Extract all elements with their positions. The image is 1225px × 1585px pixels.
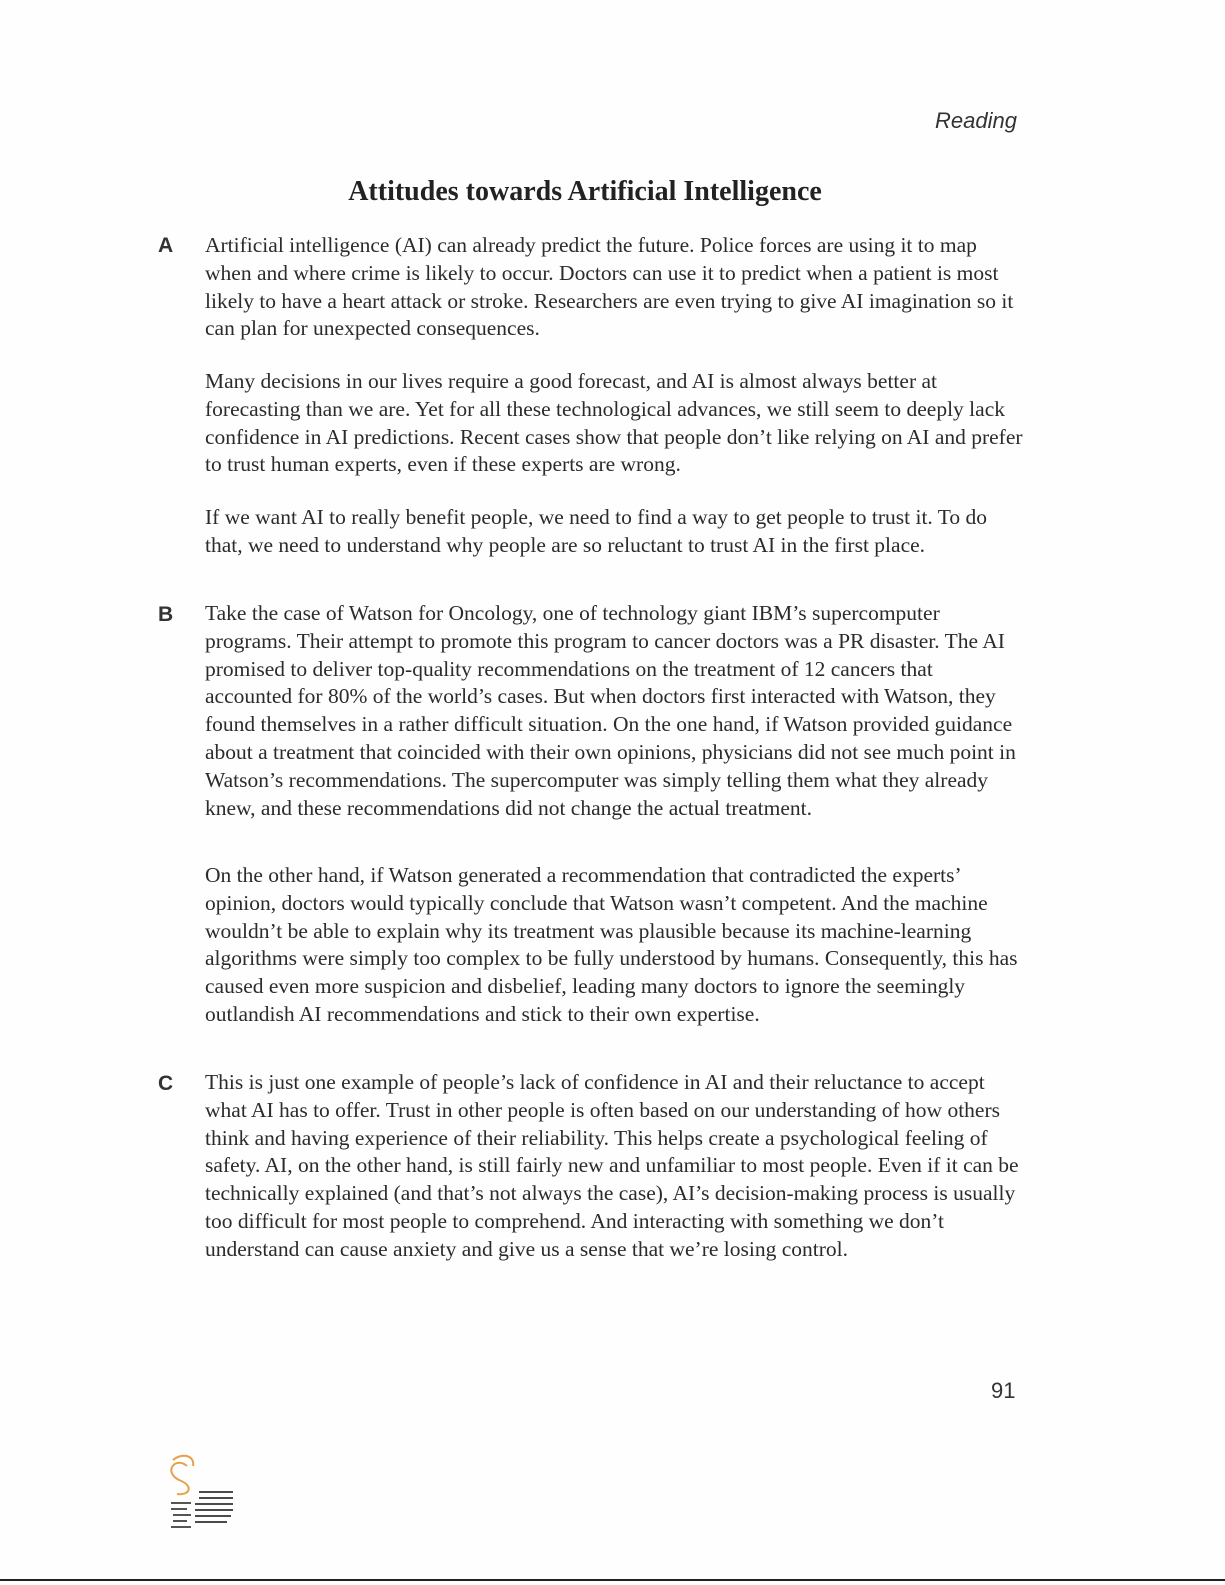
- paragraph-b-1: Take the case of Watson for Oncology, one of technology giant IBM’s supercomputer programs. Their attempt to promote this program to cancer doctors was a PR disaster. The AI promised to deliver top-quality recommendations on the treatment of 12 cancers that accounted for 80% of the world’s cases. But when doctors first interacted with Watson, they found themselves in a rather difficult situation. On the one hand, if Watson provided guidance about a treatment that coincided with their own opinions, physicians did not see much point in Watson’s recommendations. The supercomputer was simply telling them what they already knew, and these recommendations did not change the actual treatment.: [205, 601, 1016, 820]
- section-letter-a: A: [158, 234, 174, 257]
- section-letter-c: C: [158, 1072, 174, 1095]
- article-title: Attitudes towards Artificial Intelligence: [348, 176, 822, 207]
- paragraph-a-1: Artificial intelligence (AI) can already predict the future. Police forces are using it to map when and where crime is likely to occur. Doctors can use it to predict when a patient is most likely to have a heart attack or stroke. Researchers are even trying to give AI imagination so it can plan for unexpected consequences.: [205, 233, 1014, 341]
- section-letter-b: B: [158, 603, 174, 626]
- paragraph-a-3: If we want AI to really benefit people, we need to find a way to get people to trust it. To do that, we need to understand why people are so reluctant to trust AI in the first place.: [205, 505, 988, 557]
- paragraph-a-2: Many decisions in our lives require a good forecast, and AI is almost always better at forecasting than we are. Yet for all these technological advances, we still seem to deeply lack confidence in AI predictions. Recent cases show that people don’t like relying on AI and prefer to trust human experts, even if these experts are wrong.: [205, 369, 1023, 477]
- section-label: Reading: [935, 108, 1017, 133]
- paragraph-c-1: This is just one example of people’s lack of confidence in AI and their reluctance to accept what AI has to offer. Trust in other people is often based on our understanding of how others think and having experience of their reliability. This helps create a psychological feeling of safety. AI, on the other hand, is still fairly new and unfamiliar to most people. Even if it can be technically explained (and that’s not always the case), AI’s decision-making process is usually too difficult for most people to comprehend. And interacting with something we don’t understand can cause anxiety and give us a sense that we’re losing control.: [205, 1070, 1019, 1261]
- paragraph-b-2: On the other hand, if Watson generated a recommendation that contradicted the experts’ opinion, doctors would typically conclude that Watson wasn’t competent. And the machine wouldn’t be able to explain why its treatment was plausible because its machine-learning algorithms were simply too complex to be fully understood by humans. Consequently, this has caused even more suspicion and disbelief, leading many doctors to ignore the seemingly outlandish AI recommendations and stick to their own expertise.: [205, 863, 1018, 1026]
- publisher-logo-icon: [165, 1452, 237, 1542]
- page-number: 91: [991, 1378, 1016, 1403]
- bottom-rule: [0, 1579, 1225, 1581]
